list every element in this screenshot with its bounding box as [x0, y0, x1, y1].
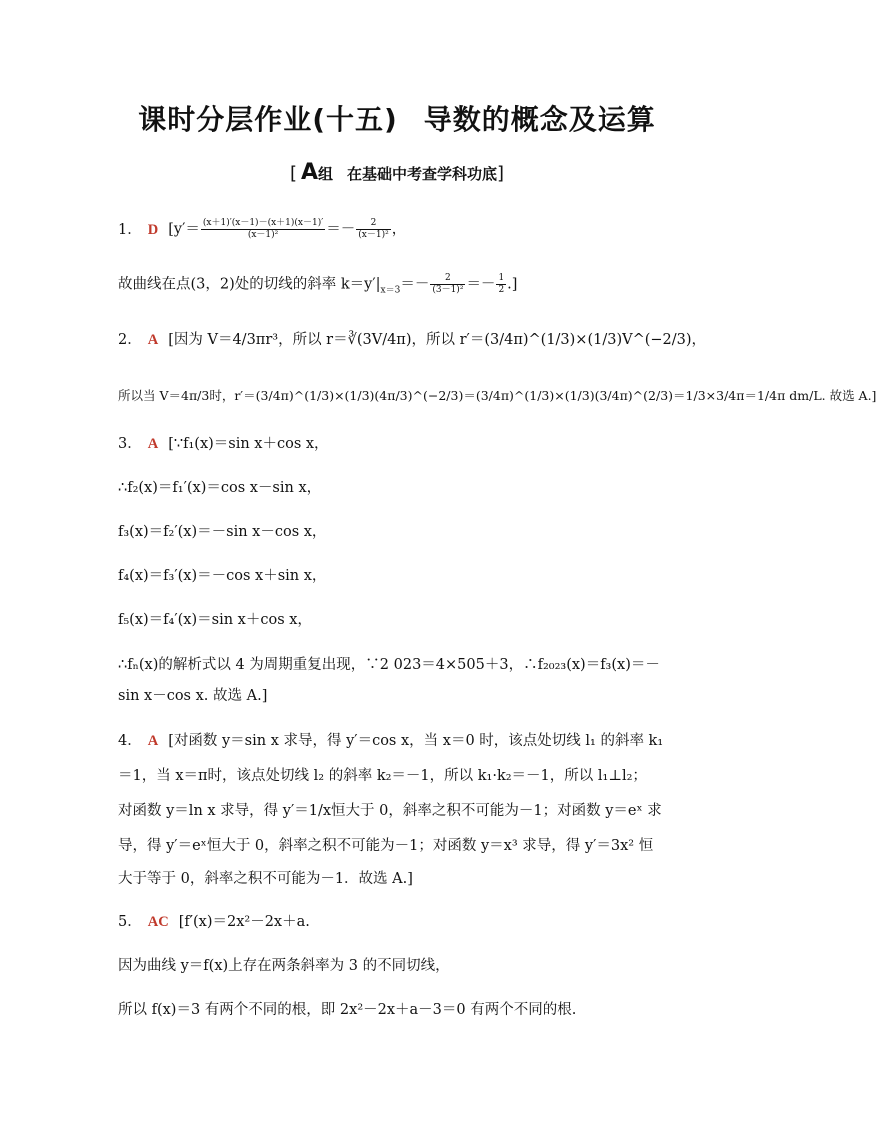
q4-number: 4． — [118, 733, 142, 749]
q5-line-1 — [118, 912, 694, 932]
q2-answer: A — [147, 332, 159, 348]
q1-fraction — [201, 218, 325, 241]
q1-l2-fraction-2-numerator: 1 — [498, 273, 505, 283]
q1-l2-fraction-denominator: (3－1)² — [432, 285, 464, 295]
q1-l2-fraction-numerator: 2 — [430, 273, 465, 285]
q1-fraction-2-numerator: 2 — [356, 218, 390, 230]
q5-text-2: 因为曲线 y＝f(x)上存在两条斜率为 3 的不同切线， — [118, 958, 450, 974]
q2-text-1: [因为 V＝4/3πr³，所以 r＝∛(3V/4π)，所以 r′＝(3/4π)^(1/3)×(1/3)V^(−2/3)， — [168, 332, 707, 348]
q4-text-1: [对函数 y＝sin x 求导，得 y′＝cos x，当 x＝0 时，该点处切线 l₁ 的斜率 k₁ — [168, 733, 664, 749]
q3-text-4: f₄(x)＝f₃′(x)＝－cos x＋sin x， — [118, 568, 327, 584]
q1-line-2 — [118, 273, 694, 296]
q3-line-1 — [118, 434, 694, 454]
q3-text-3: f₃(x)＝f₂′(x)＝－sin x－cos x， — [118, 524, 327, 540]
q3-text-5: f₅(x)＝f₄′(x)＝sin x＋cos x， — [118, 612, 312, 628]
q2-text-2: 所以当 V＝4π/3时，r′＝(3/4π)^(1/3)×(1/3)(4π/3)^(−2/3)＝(3/4π)^(1/3)×(1/3)(3/4π)^(2/3)＝1/3×3/4π＝1/4π dm/L. 故选 A.] — [118, 388, 876, 403]
q1-line-1 — [118, 218, 694, 241]
q1-text-b: ＝－ — [326, 221, 356, 238]
group-bracket-open: [ — [289, 163, 297, 184]
q2-number: 2． — [118, 332, 142, 348]
q2-line-1 — [118, 330, 707, 350]
q4-text-4: 导，得 y′＝eˣ恒大于 0，斜率之积不可能为－1；对函数 y＝x³ 求导，得 y′＝3x² 恒 — [118, 838, 654, 854]
page-title — [0, 98, 794, 138]
title-subtitle: 导数的概念及运算 — [423, 103, 656, 136]
q4-text-3: 对函数 y＝ln x 求导，得 y′＝1/x恒大于 0，斜率之积不可能为－1；对函数 y＝eˣ 求 — [118, 803, 662, 819]
q1-l2-fraction — [430, 273, 465, 296]
group-label: 组 — [318, 165, 334, 183]
group-letter: A — [300, 160, 318, 185]
q3-text-1: [∵f₁(x)＝sin x＋cos x， — [168, 436, 329, 452]
q1-l2-text-c: ＝－ — [466, 276, 496, 293]
q3-text-7: sin x－cos x. 故选 A.] — [118, 688, 268, 704]
q1-l2-subscript: x＝3 — [380, 285, 401, 296]
q1-fraction-2-denominator: (x－1)² — [358, 230, 389, 240]
group-header — [0, 160, 794, 185]
q1-fraction-numerator: (x＋1)′(x－1)－(x＋1)(x－1)′ — [202, 218, 324, 228]
q5-number: 5． — [118, 914, 142, 930]
q4-text-5: 大于等于 0，斜率之积不可能为－1．故选 A.] — [118, 871, 413, 887]
q1-l2-text-a: 故曲线在点(3，2)处的切线的斜率 k＝y′| — [118, 276, 381, 293]
q1-text-a: [y′＝ — [168, 221, 200, 238]
q5-text-3: 所以 f(x)＝3 有两个不同的根，即 2x²－2x＋a－3＝0 有两个不同的根. — [118, 1002, 577, 1018]
q5-text-1: [f′(x)＝2x²－2x＋a. — [178, 914, 310, 930]
q3-number: 3． — [118, 436, 142, 452]
q1-l2-fraction-2-denominator: 2 — [498, 285, 505, 295]
q2-line-2 — [118, 386, 876, 406]
q3-answer: A — [147, 436, 159, 452]
q4-text-2: ＝1，当 x＝π时，该点处切线 l₂ 的斜率 k₂＝－1，所以 k₁·k₂＝－1，所以 l₁⊥l₂； — [118, 768, 647, 784]
q1-number: 1． — [118, 221, 142, 238]
group-text: 在基础中考查学科功底 — [347, 165, 498, 183]
q3-text-2: ∴f₂(x)＝f₁′(x)＝cos x－sin x， — [118, 480, 322, 496]
q1-l2-text-b: ＝－ — [400, 276, 430, 293]
q4-line-1 — [118, 731, 694, 751]
title-main: 课时分层作业(十五) — [138, 103, 398, 136]
q4-answer: A — [147, 733, 159, 749]
q1-fraction-denominator: (x－1)² — [247, 230, 279, 240]
q1-fraction-2 — [356, 218, 390, 241]
q5-answer: AC — [147, 914, 169, 930]
q1-l2-fraction-2 — [496, 273, 506, 296]
q1-answer: D — [147, 221, 159, 238]
q1-l2-text-d: .] — [507, 276, 518, 293]
q1-text-c: ， — [391, 221, 407, 238]
q3-text-6: ∴fₙ(x)的解析式以 4 为周期重复出现，∵2 023＝4×505＋3，∴f₂₀₂₃(x)＝f₃(x)＝－ — [118, 657, 660, 673]
group-bracket-close: ] — [497, 163, 505, 184]
